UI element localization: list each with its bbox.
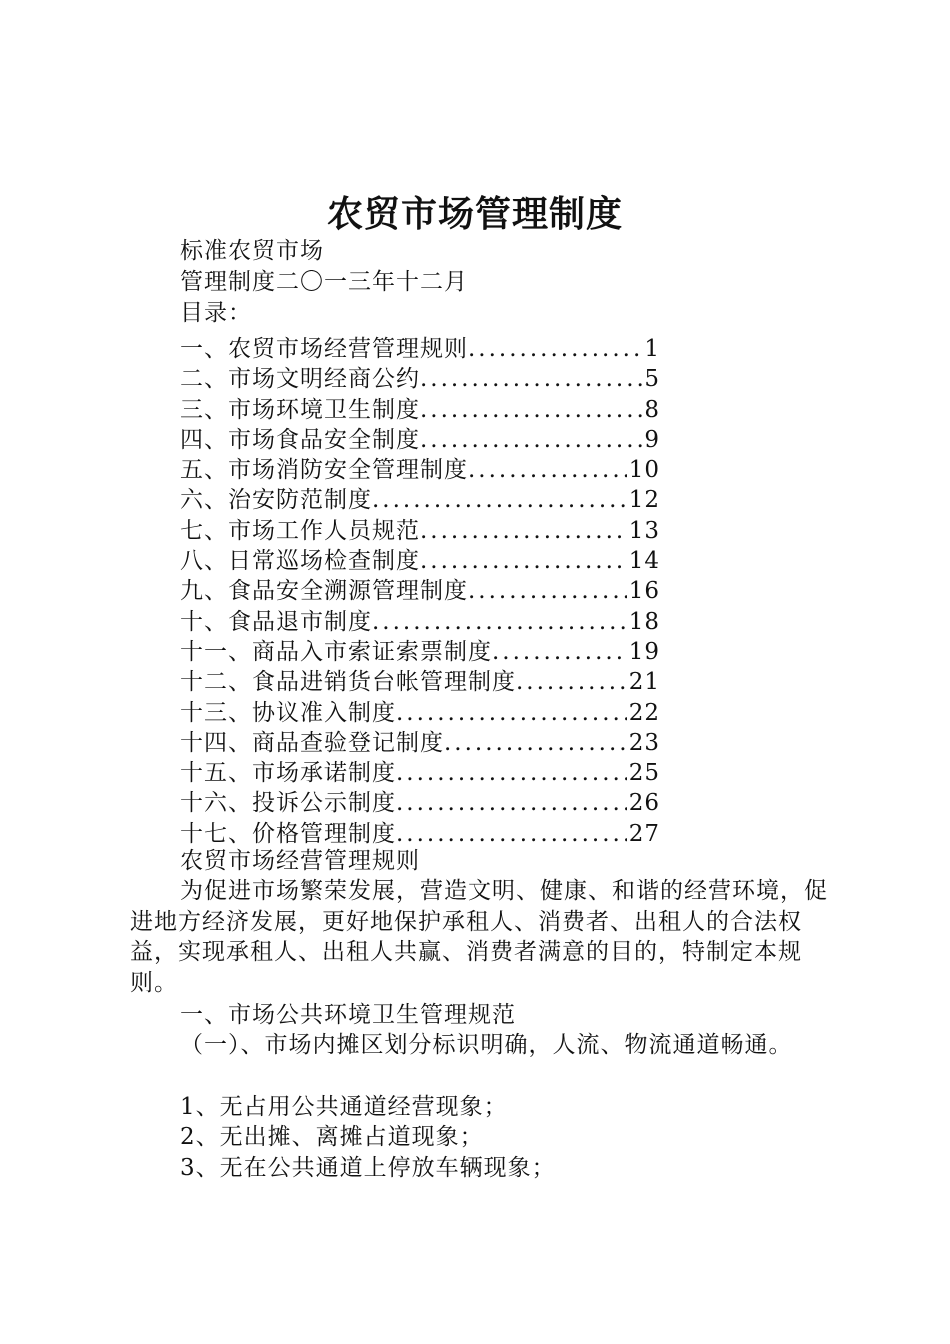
toc-page: 25 bbox=[628, 760, 660, 787]
toc-leader bbox=[420, 397, 642, 423]
table-of-contents bbox=[180, 330, 660, 845]
toc-leader bbox=[420, 427, 642, 453]
toc-leader bbox=[468, 457, 627, 483]
toc-page: 21 bbox=[628, 669, 660, 696]
document-title: 农贸市场管理制度 bbox=[326, 194, 623, 235]
toc-page: 13 bbox=[628, 517, 660, 544]
section-title: 农贸市场经营管理规则 bbox=[180, 848, 420, 874]
toc-entry[interactable] bbox=[180, 572, 660, 605]
toc-leader bbox=[468, 336, 642, 362]
toc-label: 十三、协议准入制度 bbox=[180, 699, 396, 726]
toc-leader bbox=[396, 700, 627, 726]
toc-page: 18 bbox=[628, 608, 660, 635]
toc-label: 十一、商品入市索证索票制度 bbox=[180, 638, 492, 665]
toc-leader bbox=[420, 518, 627, 544]
toc-entry[interactable] bbox=[180, 451, 660, 484]
toc-leader bbox=[468, 578, 627, 604]
rule-item: 2、无出摊、离摊占道现象； bbox=[180, 1124, 484, 1150]
toc-label: 十二、食品进销货台帐管理制度 bbox=[180, 669, 516, 696]
toc-leader bbox=[420, 366, 642, 392]
toc-page: 5 bbox=[644, 366, 660, 393]
toc-page: 22 bbox=[628, 699, 660, 726]
toc-leader bbox=[492, 639, 627, 665]
heading-public-hygiene: 一、市场公共环境卫生管理规范 bbox=[180, 1002, 516, 1028]
toc-entry[interactable] bbox=[180, 512, 660, 542]
toc-leader bbox=[420, 548, 627, 574]
toc-label: 十五、市场承诺制度 bbox=[180, 760, 396, 787]
toc-label: 十四、商品查验登记制度 bbox=[180, 729, 444, 756]
toc-label: 三、市场环境卫生制度 bbox=[180, 396, 420, 423]
toc-page: 23 bbox=[628, 729, 660, 756]
toc-page: 8 bbox=[644, 396, 660, 423]
toc-entry[interactable] bbox=[180, 784, 660, 817]
subtitle-date: 管理制度二〇一三年十二月 bbox=[180, 269, 468, 295]
toc-label: 十七、价格管理制度 bbox=[180, 820, 396, 847]
toc-entry[interactable] bbox=[180, 815, 660, 845]
toc-label: 十、食品退市制度 bbox=[180, 608, 372, 635]
toc-leader bbox=[444, 730, 627, 756]
subheading-stall-zoning: （一）、市场内摊区划分标识明确，人流、物流通道畅通。 bbox=[180, 1032, 793, 1058]
subtitle-market: 标准农贸市场 bbox=[180, 238, 324, 264]
toc-label: 二、市场文明经商公约 bbox=[180, 366, 420, 393]
toc-label: 六、治安防范制度 bbox=[180, 487, 372, 514]
toc-leader bbox=[372, 487, 627, 513]
toc-entry[interactable] bbox=[180, 754, 660, 787]
rule-item: 1、无占用公共通道经营现象； bbox=[180, 1094, 508, 1120]
toc-page: 16 bbox=[628, 578, 660, 605]
toc-leader bbox=[396, 821, 627, 847]
toc-entry[interactable] bbox=[180, 663, 660, 696]
toc-leader bbox=[396, 790, 627, 816]
toc-entry[interactable] bbox=[180, 421, 660, 451]
toc-entry[interactable] bbox=[180, 603, 660, 633]
toc-label: 四、市场食品安全制度 bbox=[180, 426, 420, 453]
toc-label: 九、食品安全溯源管理制度 bbox=[180, 578, 468, 605]
toc-page: 9 bbox=[644, 426, 660, 453]
toc-label: 八、日常巡场检查制度 bbox=[180, 548, 420, 575]
toc-entry[interactable] bbox=[180, 360, 660, 393]
toc-entry[interactable] bbox=[180, 481, 660, 514]
toc-label: 十六、投诉公示制度 bbox=[180, 790, 396, 817]
toc-page: 27 bbox=[628, 820, 660, 847]
toc-entry[interactable] bbox=[180, 330, 660, 360]
toc-entry[interactable] bbox=[180, 542, 660, 575]
toc-entry[interactable] bbox=[180, 391, 660, 421]
toc-page: 26 bbox=[628, 790, 660, 817]
intro-paragraph: 为促进市场繁荣发展，营造文明、健康、和谐的经营环境，促进地方经济发展，更好地保护承租人、消费者、出租人的合法权益，实现承租人、出租人共赢、消费者满意的目的，特制定本规则。 bbox=[130, 878, 828, 996]
toc-page: 10 bbox=[628, 457, 660, 484]
toc-page: 19 bbox=[628, 638, 660, 665]
rule-item: 3、无在公共通道上停放车辆现象； bbox=[180, 1155, 556, 1181]
toc-leader bbox=[516, 669, 627, 695]
toc-label: 七、市场工作人员规范 bbox=[180, 517, 420, 544]
toc-label: 五、市场消防安全管理制度 bbox=[180, 457, 468, 484]
toc-page: 14 bbox=[628, 548, 660, 575]
toc-entry[interactable] bbox=[180, 633, 660, 663]
toc-entry[interactable] bbox=[180, 724, 660, 754]
toc-leader bbox=[396, 760, 627, 786]
toc-page: 1 bbox=[644, 336, 660, 362]
toc-label: 一、农贸市场经营管理规则 bbox=[180, 336, 468, 362]
toc-page: 12 bbox=[628, 487, 660, 514]
toc-heading: 目录： bbox=[180, 300, 252, 326]
toc-leader bbox=[372, 609, 627, 635]
toc-entry[interactable] bbox=[180, 694, 660, 724]
